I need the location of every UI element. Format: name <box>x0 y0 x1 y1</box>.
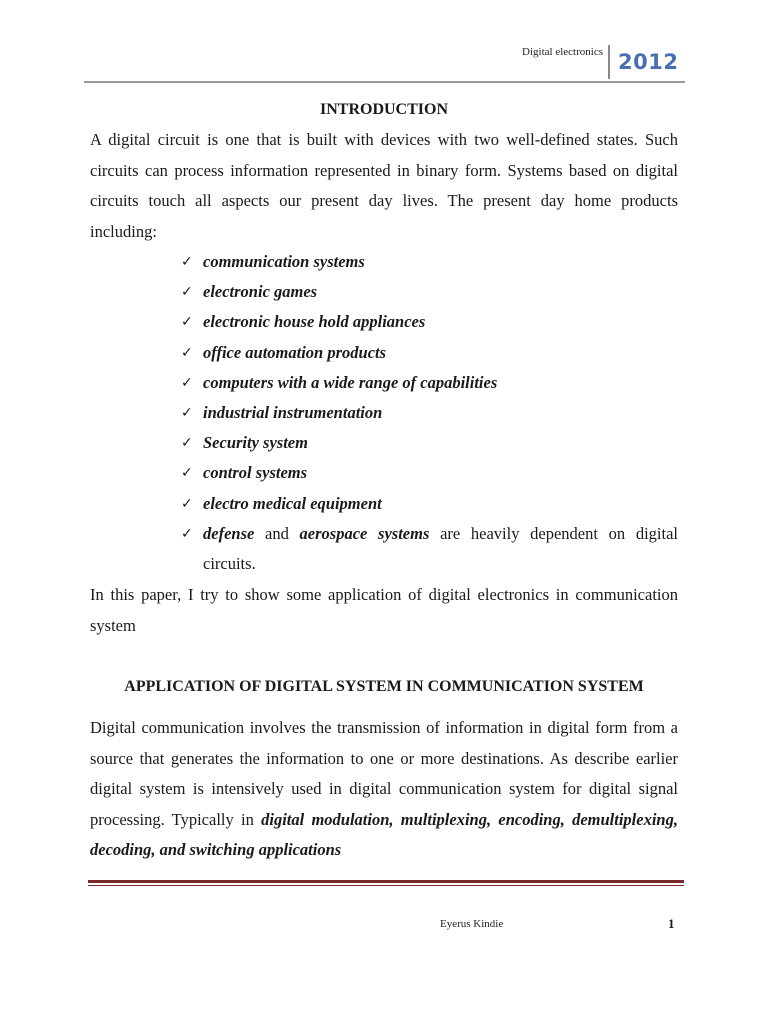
intro-heading: INTRODUCTION <box>319 101 448 118</box>
section-paragraph: Digital communication involves the transmission of information in digital form from a source that generates the information to one or more destinations. As describe earlier digital system is intensively used in digital communication system for digital signal processing. Typically in digital modulation, multiplexing, encoding, demultiplexing, decoding, and switching applications <box>90 718 678 859</box>
application-list <box>181 247 678 579</box>
header-title: Digital electronics <box>522 46 603 58</box>
list-item-last: ✓ defense and aerospace systems are heavily dependent on digital circuits. <box>181 519 678 579</box>
list-item: ✓ computers with a wide range of capabilities <box>181 368 678 398</box>
header-rule <box>84 81 685 83</box>
list-item: ✓ electronic house hold appliances <box>181 307 678 337</box>
check-mark-icon: ✓ <box>181 435 193 452</box>
check-mark-icon: ✓ <box>181 374 193 391</box>
section-heading: APPLICATION OF DIGITAL SYSTEM IN COMMUNICATION SYSTEM <box>124 678 644 695</box>
page-number: 1 <box>668 916 675 931</box>
check-mark-icon: ✓ <box>181 405 193 422</box>
list-item: ✓ Security system <box>181 428 678 458</box>
footer-rule <box>88 880 684 883</box>
check-mark-icon: ✓ <box>181 525 193 542</box>
footer-author: Eyerus Kindie <box>440 918 504 930</box>
check-mark-icon: ✓ <box>181 465 193 482</box>
list-item: ✓ control systems <box>181 458 678 488</box>
check-mark-icon: ✓ <box>181 254 193 270</box>
header-divider <box>608 45 610 79</box>
list-item: ✓ communication systems <box>181 247 678 277</box>
list-item: ✓ industrial instrumentation <box>181 398 678 428</box>
check-mark-icon: ✓ <box>181 314 193 331</box>
list-item: ✓ electro medical equipment <box>181 489 678 519</box>
intro-paragraph: A digital circuit is one that is built with devices with two well-defined states. Such circuits can process information represented in binary form. Systems based on digital circuits touch all aspects our present day lives. The present day home products including: <box>90 130 678 241</box>
header-year: 2012 <box>618 50 679 74</box>
check-mark-icon: ✓ <box>181 284 193 301</box>
check-mark-icon: ✓ <box>181 344 193 361</box>
list-item: ✓ electronic games <box>181 277 678 307</box>
footer-rule-thin <box>88 885 684 886</box>
closing-paragraph: In this paper, I try to show some application of digital electronics in communication system <box>90 585 678 635</box>
check-mark-icon: ✓ <box>181 495 193 512</box>
list-item: ✓ office automation products <box>181 338 678 368</box>
